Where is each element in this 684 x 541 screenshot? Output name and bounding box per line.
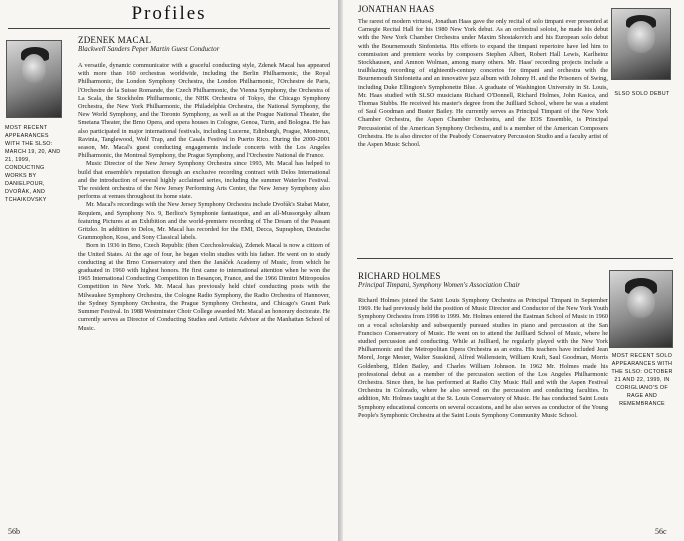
macal-bio [78,62,330,522]
haas-photo-face [627,21,655,53]
holmes-photo [609,270,673,348]
haas-caption: SLSO SOLO DEBUT [614,91,670,97]
left-page [0,0,338,541]
holmes-name: RICHARD HOLMES [358,271,441,281]
holmes-photo-face [627,286,655,318]
macal-bio-paragraph: Born in 1936 in Brno, Czech Republic (then Czechoslovakia), Zdenek Macal is now a citizen of the United States. At the age of four, he began violin studies with his father. He went on to study conducting at the Brno Conservatory and then the Janáček Academy of Music, from which he graduated in 1960 with highest honors. He first came to international attention when he won the 1965 International Conducting Competition in Besançon, France, and the 1966 Dimitri Mitropoulos Competition in New York. Mr. Macal has previously held chief conducting posts with the Milwaukee Symphony Orchestra, the Cologne Radio Symphony, the Radio Orchestra of Hannover, the Sydney Symphony Orchestra, the Prague Symphony Orchestra, and Chicago's Grant Park Summer Festival. In 1988 Westminster Choir College awarded Mr. Macal an honorary doctorate. He currently serves as Director of Conducting Studies and Artistic Advisor at the Manhattan School of Music. [78,242,330,332]
page-number-right: 56c [655,527,667,536]
macal-photo [6,40,62,118]
haas-name: JONATHAN HAAS [358,4,435,14]
holmes-bio [358,297,608,523]
macal-name: ZDENEK MACAL [78,35,152,45]
haas-bio [358,18,608,254]
holmes-caption: MOST RECENT SOLO APPEARANCES WITH THE SLSO: OCTOBER 21 AND 22, 1999, IN CORIGLIANO'S OF RAGE AND REMEMBRANCE [611,353,673,407]
page-heading: Profiles [131,3,207,24]
haas-photo [611,8,671,80]
macal-bio-paragraph: Mr. Macal's recordings with the New Jersey Symphony Orchestra include Dvořák's Stabat Mater, Requiem, and Symphony No. 9, Berlioz's Symphonie fantastique, and an all-Mussorgsky album featuring Pictures at an Exhibition and the world-premiere recording of The Dream of the Peasant Gritzko. In addition to Delos, Mr. Macal has recorded for the EMI, Decca, Supraphon, Deutsche Grammophon, Koss, and Sony Classical labels. [78,201,330,242]
heading-rule [8,28,330,29]
haas-bio-paragraph: The rarest of modern virtuosi, Jonathan Haas gave the only recital of solo timpani ever presented at Carnegie Recital Hall for his 1980 New York debut. As an orchestral soloist, he made his debut with the New York Chamber Orchestra under Maxim Shostakovich and his European solo debut with the Bournemouth Sinfonietta. His efforts to expand the timpani repertoire have led him to commission and premiere works by composers Stephen Albert, Robert Hall Lewis, Karlheinz Stockhausen, and Amnon Wolman, among many others. Mr. Haas' recording projects include a trailblazing recording of eighteenth-century concertos for timpani and orchestra with the Bournemouth Sinfonietta and an innovative jazz album with Johnny H. and the Prisoners of Swing, including Duke Ellington's Symphonette Blue. A graduate of Washington University in St. Louis, Mr. Haas studied with SLSO musicians Richard O'Donnell, Richard Holmes, John Kasica, and Thomas Stubbs. He received his master's degree from the Juilliard School, where he was a student of Saul Goodman and Buster Bailey. He currently serves as Principal Timpani of the New York Chamber Orchestra, the Aspen Chamber Orchestra, and the EOS Ensemble, is Principal Percussionist of the American Symphony Orchestra, and is a member of the American Composers Orchestra. He is also director of the Peabody Conservatory Percussion Studio and a faculty artist of the Aspen Music School. [358,18,608,149]
macal-bio-paragraph: Music Director of the New Jersey Symphony Orchestra since 1993, Mr. Macal has helped to build that ensemble's reputation through an exclusive recording contract with Delos International and the introduction of several highly acclaimed series, including the summer Waterloo Festival. The resident orchestra of the New Jersey Performing Arts Center, the New Jersey Symphony also performs at venues throughout its home state. [78,160,330,201]
holmes-bio-paragraph: Richard Holmes joined the Saint Louis Symphony Orchestra as Principal Timpani in September 1969. He had previously held the position of Music Director and Conductor of the New York Youth Symphony Orchestra from 1998 to 1999. Mr. Holmes entered the Eastman School of Music in 1960 on a vocal scholarship and subsequently pursued studies in piano and percussion at the San Francisco Conservatory of Music. He went on to attend the Juilliard School of Music, where he studied percussion and conducting. While at Juilliard, he regularly played with the New York Philharmonic and the Metropolitan Opera Orchestra as an extra. His teachers have included Jean Morel, Jorge Mester, Walter Susskind, Alfred Wallenstein, William Kraft, Saul Goodman, Morris Goldenberg, Elden Bailey, and Charles William Johnson. In 1962 Mr. Holmes made his professional debut as a member of the percussion section of the Los Angeles Philharmonic Orchestra. Since then, he has performed at Radio City Music Hall and with the Aspen Festival Orchestra in Colorado, where he also served on the percussion and conducting faculties. In addition, Mr. Holmes taught at the St. Louis Conservatory of Music. He has conducted Saint Louis Symphony educational concerts on several occasions, and he also serves as conductor of the Young People's Symphonic Orchestra at the Saint Louis Symphony Community Music School. [358,297,608,419]
macal-photo-face [22,54,46,84]
page-number-left: 56b [8,527,20,536]
macal-title: Blackwell Sanders Peper Martin Guest Conductor [78,45,220,53]
right-page [343,0,684,541]
holmes-title: Principal Timpani, Symphony Women's Association Chair [358,281,521,289]
macal-bio-paragraph: A versatile, dynamic communicator with a graceful conducting style, Zdenek Macal has appeared with more than 160 orchestras worldwide, including the Berlin Philharmonic, the Royal Philharmonic, the London Symphony Orchestra, the London Philharmonic, l'Orchestre de Paris, l'Orchestre de la Suisse Romande, the Czech Philharmonic, the Vienna Symphony, the Orchestra of La Scala, the Stockholm Philharmonic, the NHK Orchestra of Tokyo, the Chicago Symphony Orchestra, the New York Philharmonic, the Philadelphia Orchestra, the National Symphony, the New World Symphony, and the Toronto Symphony, as well as at the Prague National Theater, the Smetana Theater, the Brno Opera, and opera houses in Cologne, Genoa, Turin, and Bologna. He has also participated in major international festivals, including Lucerne, Edinburgh, Prague, Montreux, Ravinia, Tanglewood, Wolf Trap, and the Casals Festival in Puerto Rico. During the 2000-2001 season, Mr. Macal's guest conducting engagements include concerts with the Los Angeles Philharmonic, the Montreal Symphony, the Prague Symphony, and l'Orchestre National de France. [78,62,330,160]
section-rule [357,258,673,259]
macal-caption: MOST RECENT APPEARANCES WITH THE SLSO: MARCH 19, 20, AND 21, 1999, CONDUCTING WORKS BY DANIELPOUR, DVOŘÁK, AND TCHAIKOVSKY [5,125,61,203]
